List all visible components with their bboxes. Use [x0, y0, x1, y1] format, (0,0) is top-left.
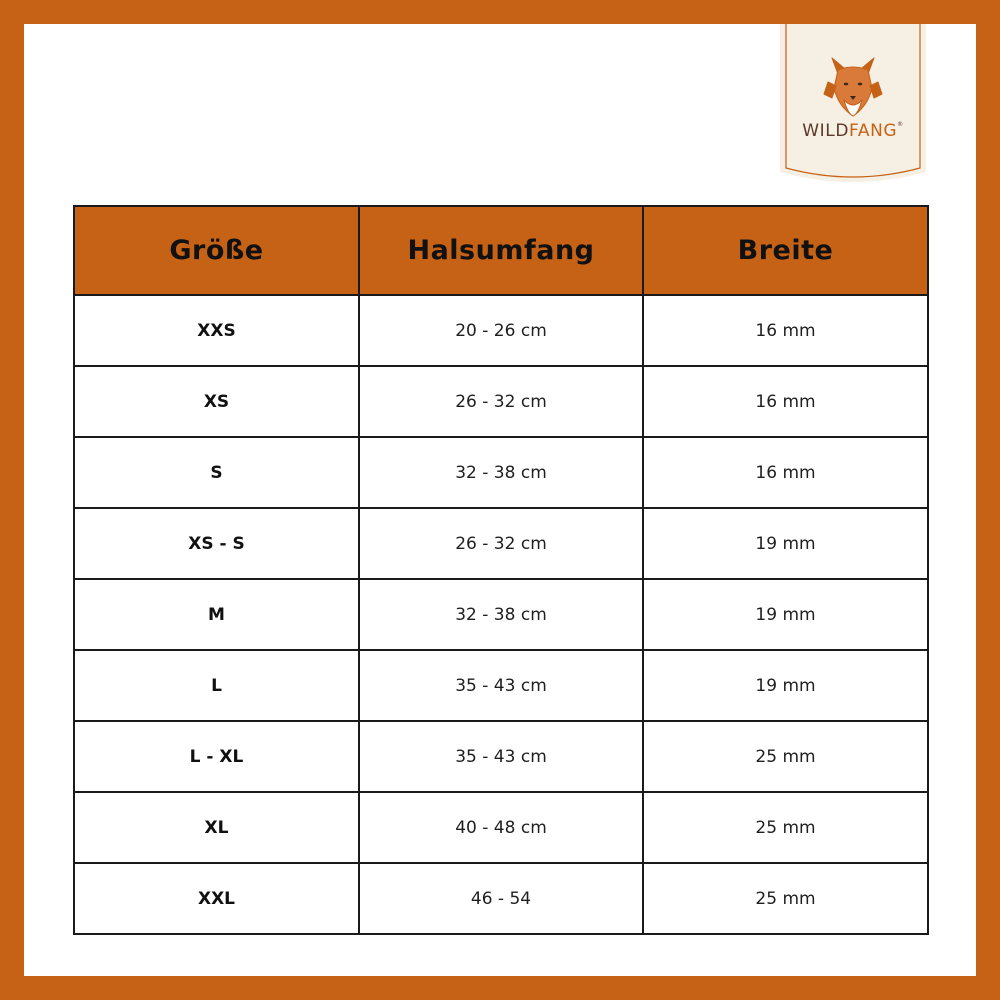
table-row [74, 437, 928, 508]
width-cell: 25 mm [643, 792, 928, 863]
size-cell: XXL [74, 863, 359, 934]
neck-cell: 35 - 43 cm [359, 721, 643, 792]
header-size: Größe [74, 206, 359, 295]
table-row [74, 295, 928, 366]
width-cell: 19 mm [643, 579, 928, 650]
size-cell: S [74, 437, 359, 508]
size-cell: L [74, 650, 359, 721]
width-cell: 16 mm [643, 366, 928, 437]
width-cell: 25 mm [643, 863, 928, 934]
neck-cell: 32 - 38 cm [359, 437, 643, 508]
neck-cell: 26 - 32 cm [359, 366, 643, 437]
table-row [74, 863, 928, 934]
header-neck-circumference: Halsumfang [359, 206, 643, 295]
table-row [74, 508, 928, 579]
width-cell: 16 mm [643, 295, 928, 366]
size-chart-table [73, 205, 929, 935]
table-row [74, 792, 928, 863]
neck-cell: 35 - 43 cm [359, 650, 643, 721]
table-header-row [74, 206, 928, 295]
size-cell: L - XL [74, 721, 359, 792]
size-cell: XS - S [74, 508, 359, 579]
table-row [74, 650, 928, 721]
neck-cell: 46 - 54 [359, 863, 643, 934]
table-row [74, 579, 928, 650]
neck-cell: 20 - 26 cm [359, 295, 643, 366]
size-cell: XL [74, 792, 359, 863]
neck-cell: 32 - 38 cm [359, 579, 643, 650]
size-cell: XXS [74, 295, 359, 366]
width-cell: 16 mm [643, 437, 928, 508]
size-cell: XS [74, 366, 359, 437]
size-cell: M [74, 579, 359, 650]
wolf-badge-icon [780, 24, 926, 184]
brand-wordmark: WILDFANG® [802, 121, 904, 141]
neck-cell: 40 - 48 cm [359, 792, 643, 863]
header-width: Breite [643, 206, 928, 295]
width-cell: 19 mm [643, 508, 928, 579]
table-row [74, 366, 928, 437]
table-row [74, 721, 928, 792]
wildfang-logo [780, 24, 926, 184]
neck-cell: 26 - 32 cm [359, 508, 643, 579]
width-cell: 19 mm [643, 650, 928, 721]
width-cell: 25 mm [643, 721, 928, 792]
